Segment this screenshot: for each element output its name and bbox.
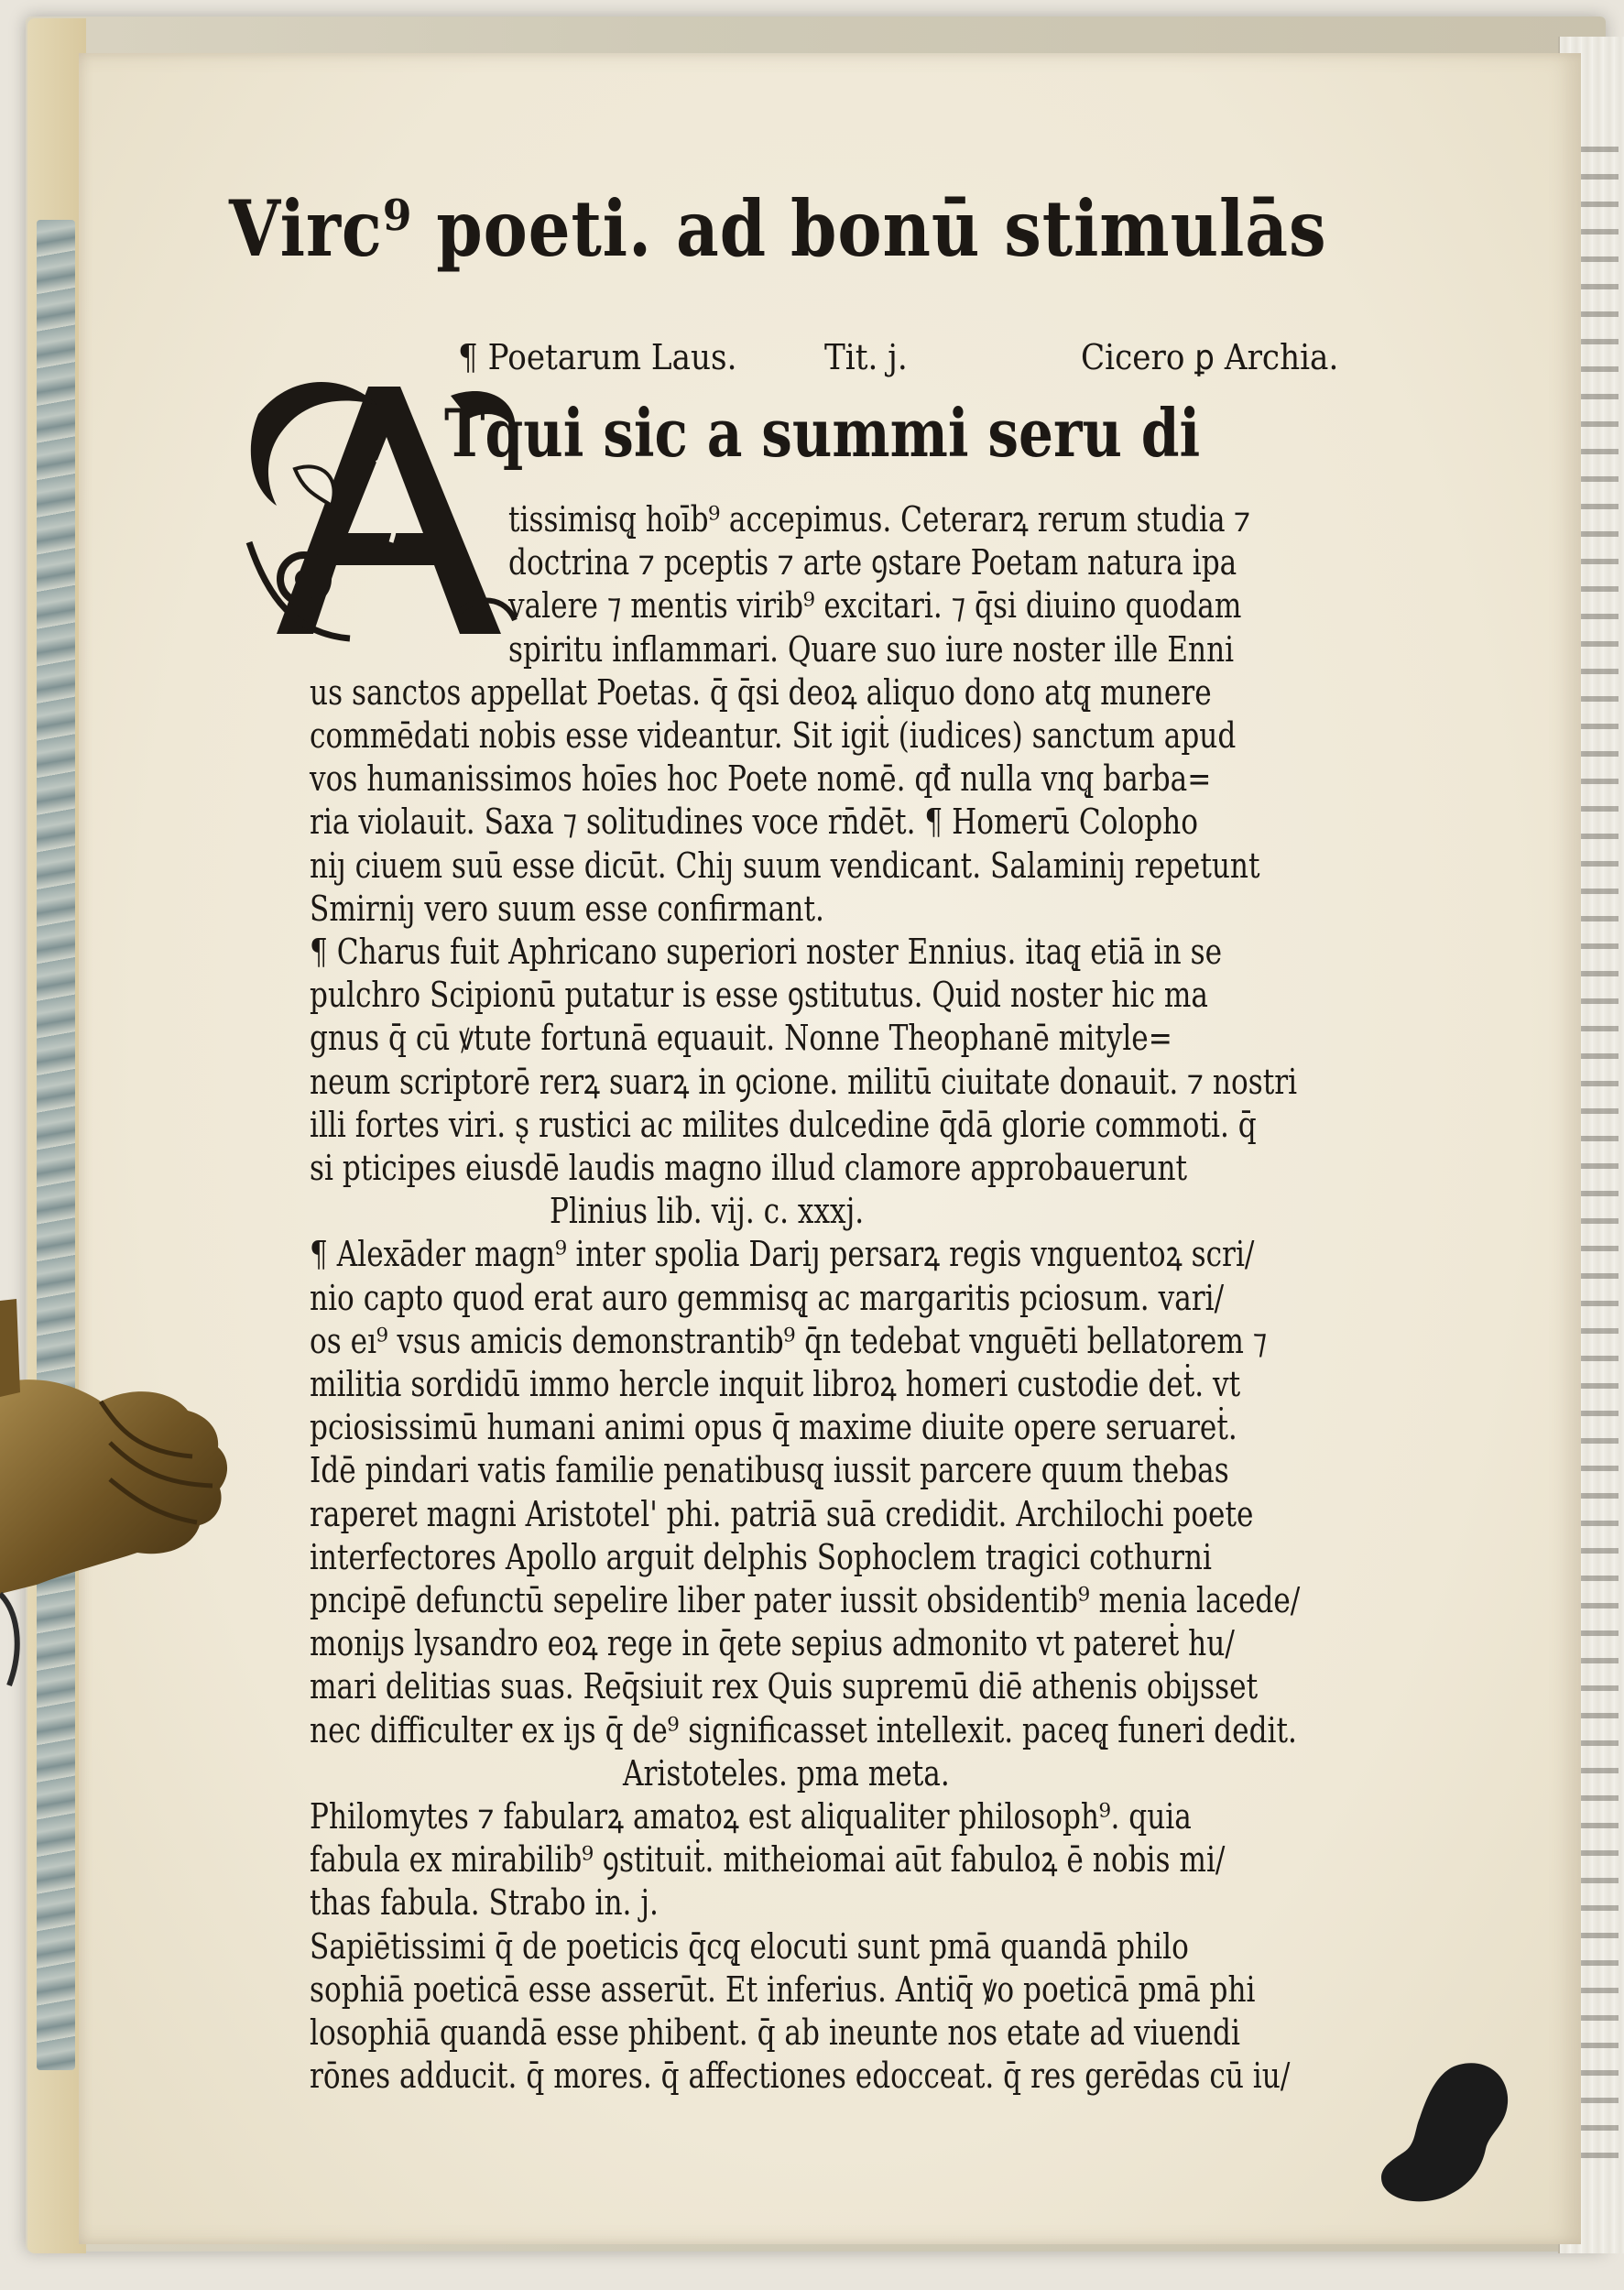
body-line: us sanctos appellat Poetas. q̄ q̄si deoꝝ aliquo dono atq̨ munere <box>310 671 1212 713</box>
body-line: spiritu inflammari. Quare suo iure noster ille Enni <box>508 628 1235 670</box>
body-line: raperet magni Aristotel' phi. patriā suā credidit. Archilochi poete <box>310 1493 1254 1534</box>
body-line: moniȷs lysandro eoꝝ rege in q̄ete sepius admonito vt patereṫ hu/ <box>310 1623 1235 1664</box>
body-line: Sapiētissimi q̄ de poeticis q̄cq̨ elocuti sunt pmā quandā philo <box>310 1925 1189 1967</box>
body-line: rōnes adducit. q̄ mores. q̄ affectiones edocceat. q̄ res gerēdas cū iu/ <box>310 2056 1291 2097</box>
body-line: tissimisq̨ hoīb⁹ accepimus. Ceterarꝝ rerum studia ⁊ <box>508 499 1251 540</box>
body-line: Aristoteles. pma meta. <box>623 1752 950 1794</box>
body-line: ¶ Charus fuit Aphricano superiori noster Ennius. itaq̨ etiā in se <box>310 932 1223 972</box>
body-line: ria violauit. Saxa ⁊ solitudines voce rn̄dēt. ¶ Homerū Colopho <box>310 802 1199 843</box>
brass-hand-icon <box>0 1246 238 1722</box>
opening-line: Tqui sic a summi seru di <box>444 394 1201 472</box>
body-line: interfectores Apollo arguit delphis Sophoclem tragici cothurni <box>310 1536 1212 1577</box>
body-line: nec difficulter ex iȷs q̄ de⁹ significasset intellexit. paceq̨ funeri dedit. <box>310 1709 1297 1750</box>
facing-page-bleed-text <box>1576 147 1619 2162</box>
body-line: mari delitias suas. Req̄siuit rex Quis supremū diē athenis obiȷsset <box>310 1666 1259 1707</box>
body-line: nio capto quod erat auro gemmisq̨ ac margaritis pciosum. vari/ <box>310 1277 1225 1318</box>
body-line: losophiā quandā esse phibent. q̄ ab ineunte nos etate ad viuendi <box>310 2012 1240 2053</box>
body-line: vos humanissimos hoīes hoc Poete nomē. qđ nulla vnq̨ barba= <box>310 758 1212 800</box>
body-line: pciosissimū humani animi opus q̄ maxime diuite opere seruareṫ. <box>310 1407 1237 1448</box>
body-line: thas fabula. Strabo in. j. <box>310 1882 659 1924</box>
body-line: Smirniȷ vero suum esse confirmant. <box>310 888 824 929</box>
body-line: pncipē defunctū sepelire liber pater iussit obsidentib⁹ menia lacede/ <box>310 1580 1301 1620</box>
body-line: neum scriptorē rerꝝ suarꝝ in ꝯcione. militū ciuitate donauit. ⁊ nostri <box>310 1061 1298 1102</box>
body-line: doctrina ⁊ pceptis ⁊ arte ꝯstare Poetam natura ipa <box>508 542 1237 583</box>
body-line: Philomytes ⁊ fabularꝝ amatoꝝ est aliqualiter philosoph⁹. quia <box>310 1796 1192 1837</box>
body-line: sophiā poeticā esse asserūt. Et inferius. Antiq̄ ꝟo poeticā pmā phi <box>310 1968 1256 2010</box>
body-line: niȷ ciuem suū esse dicūt. Chiȷ suum vendicant. Salaminiȷ repetunt <box>310 845 1260 886</box>
subheading-middle: Tit. j. <box>824 337 908 377</box>
page-headline: Virc⁹ poeti. ad bonū stimulās <box>229 183 1327 274</box>
body-line: gnus q̄ cū ꝟtute fortunā equauit. Nonne Theophanē mityle= <box>310 1018 1172 1059</box>
body-line: pulchro Scipionū putatur is esse ꝯstitutus. Quid noster hic ma <box>310 975 1208 1016</box>
ink-stain-icon <box>1372 2057 1519 2213</box>
body-line: si pticipes eiusdē laudis magno illud clamore approbauerunt <box>310 1148 1188 1188</box>
body-line: ¶ Alexāder magn⁹ inter spolia Dariȷ persarꝝ regis vnguentoꝝ scri/ <box>310 1234 1255 1275</box>
body-line: illi fortes viri. s̨ rustici ac milites dulcedine q̄dā glorie commoti. q̄ <box>310 1104 1257 1145</box>
body-line: Idē pindari vatis familie penatibusq̨ iussit parcere quum thebas <box>310 1450 1229 1491</box>
marbled-endpaper <box>37 220 75 2070</box>
body-line: Plinius lib. vij. c. xxxj. <box>550 1191 865 1232</box>
subheading-right: Cicero ꝑ Archia. <box>1081 337 1339 377</box>
body-line: commēdati nobis esse videantur. Sit igiṫ (iudices) sanctum apud <box>310 715 1237 756</box>
body-line: os eı⁹ vsus amicis demonstrantib⁹ q̄n tedebat vnguēti bellatorem ⁊ <box>310 1320 1268 1361</box>
body-line: militia sordidū immo hercle inquit libroꝝ homeri custodie deṫ. vt <box>310 1364 1241 1404</box>
body-line: valere ⁊ mentis virib⁹ excitari. ⁊ q̄si diuino quodam <box>508 585 1242 627</box>
subheading-left: ¶ Poetarum Laus. <box>458 337 737 377</box>
body-line: fabula ex mirabilib⁹ ꝯstituiṫ. mitheiomai aūt fabuloꝝ ē nobis mi/ <box>310 1839 1226 1881</box>
